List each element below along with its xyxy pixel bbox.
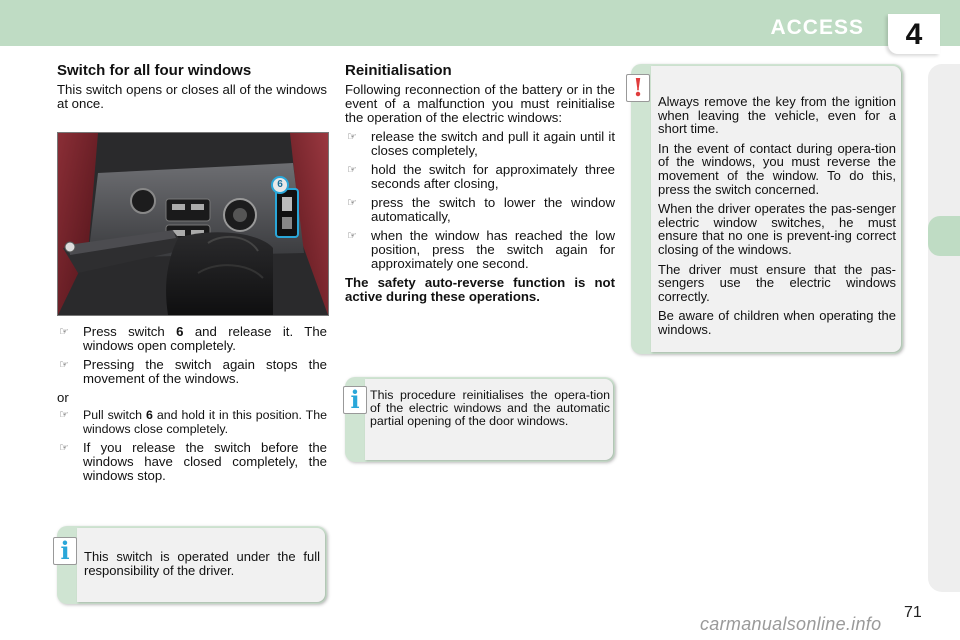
warning-exclamation-icon: ! — [626, 74, 650, 102]
pointing-hand-icon: ☞ — [59, 409, 69, 421]
warning-paragraph: The driver must ensure that the pas-sengers use the electric windows correctly. — [658, 261, 896, 304]
switch-intro-paragraph: This switch opens or closes all of the windows at once. — [57, 82, 327, 111]
or-separator: or — [57, 390, 69, 405]
safety-warning-note: The safety auto-reverse function is not active during these operations. — [345, 275, 615, 304]
switch-info-box — [57, 526, 327, 604]
warning-paragraph: In the event of contact during opera-tion of the windows, you must reverse the movement of the window. To do this, press the switch concerned. — [658, 140, 896, 197]
warning-paragraph: Be aware of children when operating the windows. — [658, 308, 896, 337]
warning-text — [658, 95, 896, 343]
switch-steps — [57, 325, 327, 488]
switch-section-heading: Switch for all four windows — [57, 62, 252, 79]
pointing-hand-icon: ☞ — [59, 359, 69, 371]
page-number: 71 — [904, 604, 922, 621]
side-navigation-active-tab[interactable] — [928, 216, 960, 256]
console-knob — [131, 189, 155, 213]
pointing-hand-icon: ☞ — [347, 230, 357, 242]
list-item: ☞ release the switch and pull it again until it closes completely, — [347, 129, 615, 158]
reinitialisation-intro: Following reconnection of the battery or in the event of a malfunction you must reinitialise the operation of the electric windows: — [345, 82, 615, 125]
pointing-hand-icon: ☞ — [59, 326, 69, 338]
window-switch-photo — [57, 132, 329, 316]
side-navigation-rail — [928, 64, 960, 592]
list-item: ☞ Pull switch 6 and hold it in this position. The windows close completely. — [59, 408, 327, 436]
reinitialisation-info-text: This procedure reinitialises the opera-tion of the electric windows and the automatic partial opening of the door windows. — [370, 388, 610, 428]
info-icon: i — [343, 386, 367, 414]
reinitialisation-text — [345, 83, 615, 304]
pointing-hand-icon: ☞ — [347, 164, 357, 176]
pointing-hand-icon: ☞ — [59, 442, 69, 454]
list-item: ☞ press the switch to lower the window automatically, — [347, 195, 615, 224]
list-item: ☞ Press switch 6 and release it. The windows open completely. — [59, 324, 327, 353]
warning-paragraph: When the driver operates the pas-senger electric window switches, he must ensure that no one is prevent-ing correct closing of the windows. — [658, 201, 896, 257]
warning-paragraph: Always remove the key from the ignition when leaving the vehicle, even for a short time. — [658, 94, 896, 137]
watermark: carmanualsonline.info — [700, 614, 882, 634]
list-item: ☞ hold the switch for approximately three seconds after closing, — [347, 162, 615, 191]
info-icon: i — [53, 537, 77, 565]
warning-box — [631, 64, 903, 354]
reinitialisation-heading: Reinitialisation — [345, 62, 452, 79]
switch-intro-text — [57, 83, 327, 111]
section-title: ACCESS — [770, 16, 864, 39]
list-item: ☞ Pressing the switch again stops the movement of the windows. — [59, 357, 327, 386]
photo-callout-label: 6 — [277, 179, 283, 190]
window-switch-illustration — [58, 133, 328, 315]
list-item: ☞ when the window has reached the low position, press the switch again for approximately one second. — [347, 228, 615, 271]
pointing-hand-icon: ☞ — [347, 197, 357, 209]
list-item: ☞ If you release the switch before the windows have closed completely, the windows stop. — [59, 440, 327, 483]
chapter-tab[interactable]: 4 — [888, 14, 940, 54]
pointing-hand-icon: ☞ — [347, 131, 357, 143]
window-switch-6 — [276, 189, 298, 237]
switch-info-text: This switch is operated under the full responsibility of the driver. — [84, 549, 320, 578]
reinitialisation-info-box — [345, 377, 615, 462]
